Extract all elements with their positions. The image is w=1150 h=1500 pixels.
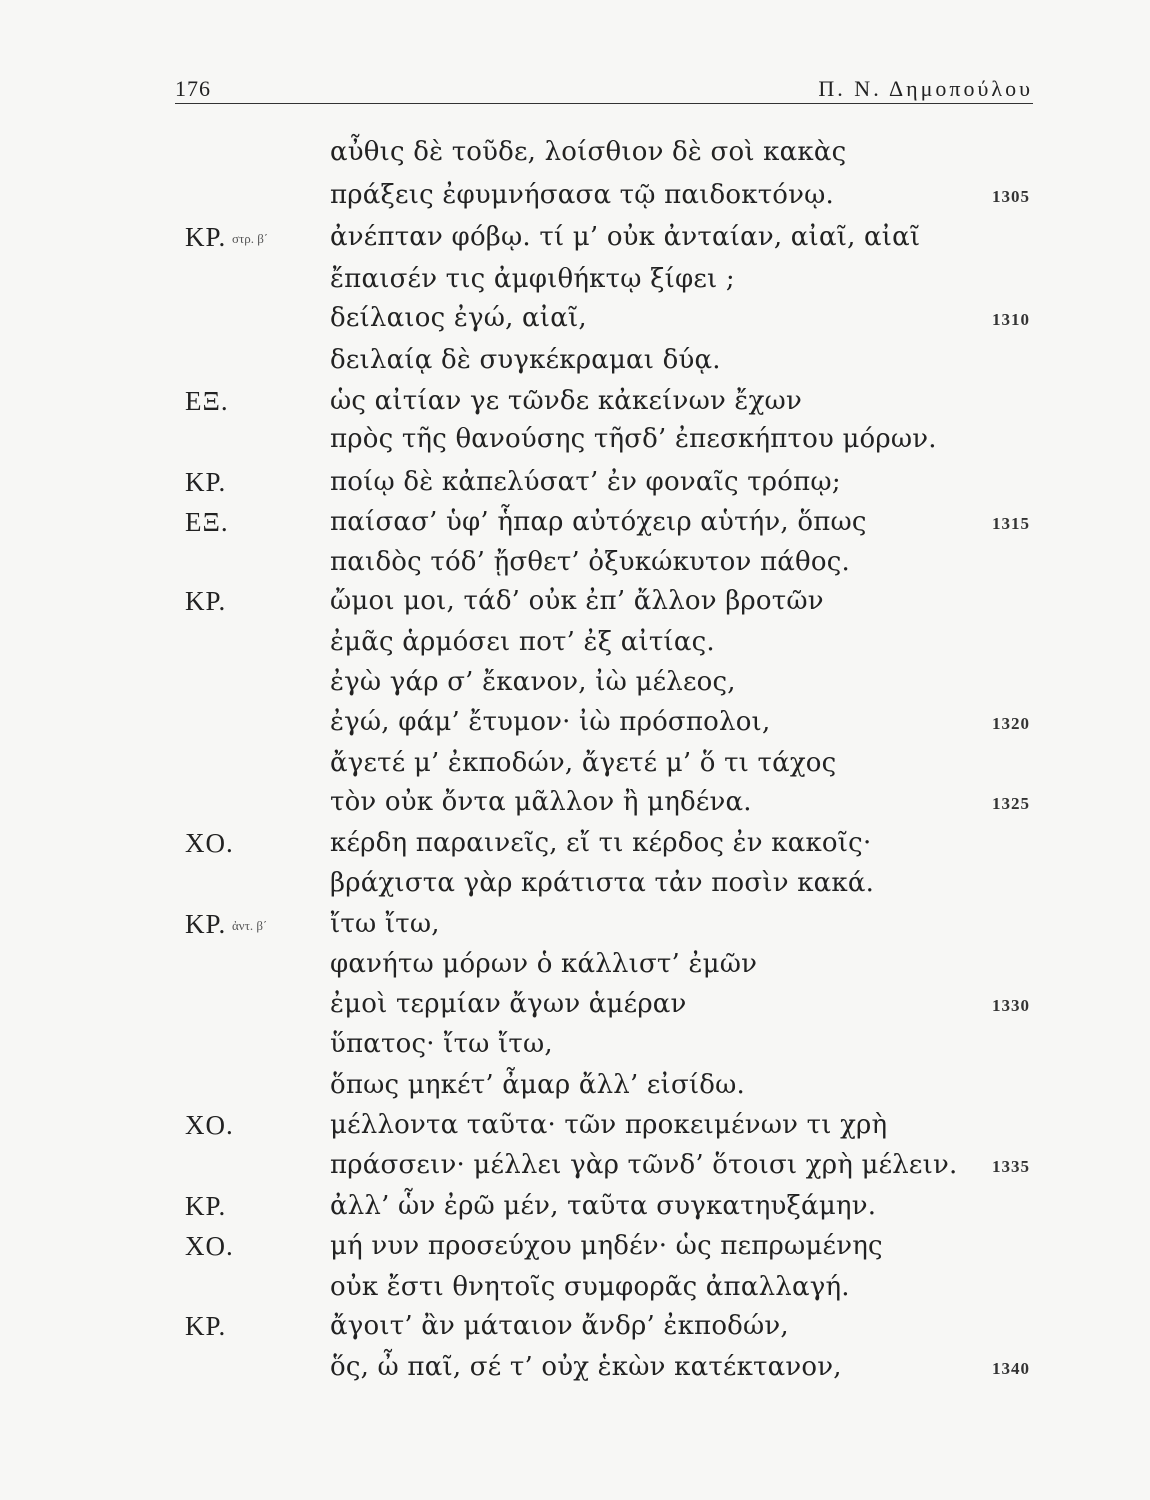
verse-text: ὕπατος· ἴτω ἴτω, bbox=[330, 1029, 553, 1059]
running-head: Π. Ν. Δημοπούλου bbox=[818, 76, 1033, 101]
verse-text: φανήτω μόρων ὁ κάλλιστ’ ἐμῶν bbox=[330, 949, 758, 979]
verse-text: ὤμοι μοι, τάδ’ οὐκ ἐπ’ ἄλλον βροτῶν bbox=[330, 586, 824, 616]
speaker-label: ΚΡ. bbox=[185, 1311, 227, 1341]
verse-line bbox=[0, 303, 1150, 343]
verse-line bbox=[0, 180, 1150, 220]
verse-line bbox=[0, 748, 1150, 788]
line-number: 1335 bbox=[992, 1157, 1030, 1176]
verse-line bbox=[0, 345, 1150, 385]
verse-text: μέλλοντα ταῦτα· τῶν προκειμένων τι χρὴ bbox=[330, 1110, 888, 1140]
strophe-marker: στρ. β΄ bbox=[232, 231, 269, 246]
verse-line bbox=[0, 424, 1150, 464]
line-number: 1315 bbox=[992, 514, 1030, 533]
verse-text: δείλαιος ἐγώ, αἰαῖ, bbox=[330, 303, 587, 333]
verse-line bbox=[0, 1352, 1150, 1392]
verse-line bbox=[0, 1272, 1150, 1312]
speaker-label: ΧΟ. bbox=[185, 1110, 234, 1140]
verse-line bbox=[0, 222, 1150, 262]
verse-text: παιδὸς τόδ’ ᾔσθετ’ ὀξυκώκυτον πάθος. bbox=[330, 547, 850, 577]
verse-text: ποίῳ δὲ κἀπελύσατ’ ἐν φοναῖς τρόπῳ; bbox=[330, 467, 841, 497]
verse-text: παίσασ’ ὑφ’ ἧπαρ αὐτόχειρ αὑτήν, ὅπως bbox=[330, 507, 867, 537]
speaker-label: ΚΡ. bbox=[185, 909, 227, 939]
verse-text: ἀνέπταν φόβῳ. τί μ’ οὐκ ἀνταίαν, αἰαῖ, αἰαῖ bbox=[330, 222, 921, 252]
verse-text: τὸν οὐκ ὄντα μᾶλλον ἢ μηδένα. bbox=[330, 787, 752, 817]
verse-line bbox=[0, 989, 1150, 1029]
verse-text: ἀλλ’ ὧν ἐρῶ μέν, ταῦτα συγκατηυξάμην. bbox=[330, 1191, 877, 1221]
speaker-label: ΕΞ. bbox=[185, 386, 229, 416]
verse-text: ἔπαισέν τις ἀμφιθήκτῳ ξίφει ; bbox=[330, 264, 735, 294]
line-number: 1305 bbox=[992, 187, 1030, 206]
verse-text: ὅς, ὦ παῖ, σέ τ’ οὐχ ἑκὼν κατέκτανον, bbox=[330, 1352, 842, 1382]
page-number: 176 bbox=[175, 76, 211, 101]
line-number: 1310 bbox=[992, 310, 1030, 329]
verse-line bbox=[0, 909, 1150, 949]
verse-text: δειλαίᾳ δὲ συγκέκραμαι δύᾳ. bbox=[330, 345, 721, 375]
verse-line bbox=[0, 627, 1150, 667]
verse-text: βράχιστα γὰρ κράτιστα τἀν ποσὶν κακά. bbox=[330, 868, 875, 898]
verse-line bbox=[0, 1070, 1150, 1110]
verse-text: πρὸς τῆς θανούσης τῆσδ’ ἐπεσκήπτου μόρων. bbox=[330, 424, 937, 454]
verse-line bbox=[0, 547, 1150, 587]
verse-text: ὡς αἰτίαν γε τῶνδε κἀκείνων ἔχων bbox=[330, 386, 802, 416]
verse-line bbox=[0, 707, 1150, 747]
verse-line bbox=[0, 1029, 1150, 1069]
verse-line bbox=[0, 868, 1150, 908]
verse-text: κέρδη παραινεῖς, εἴ τι κέρδος ἐν κακοῖς· bbox=[330, 828, 872, 858]
verse-line bbox=[0, 507, 1150, 547]
verse-line bbox=[0, 1191, 1150, 1231]
verse-line bbox=[0, 949, 1150, 989]
verse-line bbox=[0, 1231, 1150, 1271]
speaker-label: ΚΡ. bbox=[185, 222, 227, 252]
verse-line bbox=[0, 667, 1150, 707]
verse-text: ὅπως μηκέτ’ ἆμαρ ἄλλ’ εἰσίδω. bbox=[330, 1070, 746, 1100]
verse-text: μή νυν προσεύχου μηδέν· ὡς πεπρωμένης bbox=[330, 1231, 883, 1261]
header-rule bbox=[175, 103, 1033, 104]
verse-text: ἐγὼ γάρ σ’ ἔκανον, ἰὼ μέλεος, bbox=[330, 667, 736, 697]
verse-line bbox=[0, 137, 1150, 177]
verse-text: οὐκ ἔστι θνητοῖς συμφορᾶς ἀπαλλαγή. bbox=[330, 1272, 850, 1302]
verse-line bbox=[0, 467, 1150, 507]
line-number: 1340 bbox=[992, 1359, 1030, 1378]
speaker-label: ΕΞ. bbox=[185, 507, 229, 537]
strophe-marker: ἀντ. β΄ bbox=[232, 918, 268, 933]
verse-line bbox=[0, 787, 1150, 827]
line-number: 1325 bbox=[992, 794, 1030, 813]
verse-line bbox=[0, 586, 1150, 626]
verse-text: ἴτω ἴτω, bbox=[330, 909, 440, 939]
verse-line bbox=[0, 386, 1150, 426]
speaker-label: ΧΟ. bbox=[185, 828, 234, 858]
speaker-label: ΧΟ. bbox=[185, 1231, 234, 1261]
verse-line bbox=[0, 1311, 1150, 1351]
speaker-label: ΚΡ. bbox=[185, 467, 227, 497]
verse-line bbox=[0, 828, 1150, 868]
verse-line bbox=[0, 264, 1150, 304]
verse-text: ἐγώ, φάμ’ ἔτυμον· ἰὼ πρόσπολοι, bbox=[330, 707, 771, 737]
speaker-label: ΚΡ. bbox=[185, 1191, 227, 1221]
verse-text: ἄγετέ μ’ ἐκποδών, ἄγετέ μ’ ὅ τι τάχος bbox=[330, 748, 837, 778]
verse-line bbox=[0, 1110, 1150, 1150]
line-number: 1320 bbox=[992, 714, 1030, 733]
verse-text: πράξεις ἐφυμνήσασα τῷ παιδοκτόνῳ. bbox=[330, 180, 835, 210]
verse-text: πράσσειν· μέλλει γὰρ τῶνδ’ ὅτοισι χρὴ μέλειν. bbox=[330, 1150, 958, 1180]
verse-text: ἐμοὶ τερμίαν ἄγων ἁμέραν bbox=[330, 989, 687, 1019]
verse-line bbox=[0, 1150, 1150, 1190]
verse-text: αὖθις δὲ τοῦδε, λοίσθιον δὲ σοὶ κακὰς bbox=[330, 137, 847, 167]
verse-text: ἐμᾶς ἁρμόσει ποτ’ ἐξ αἰτίας. bbox=[330, 627, 715, 657]
verse-text: ἄγοιτ’ ἂν μάταιον ἄνδρ’ ἐκποδών, bbox=[330, 1311, 789, 1341]
speaker-label: ΚΡ. bbox=[185, 586, 227, 616]
page-header bbox=[175, 66, 1033, 106]
line-number: 1330 bbox=[992, 996, 1030, 1015]
